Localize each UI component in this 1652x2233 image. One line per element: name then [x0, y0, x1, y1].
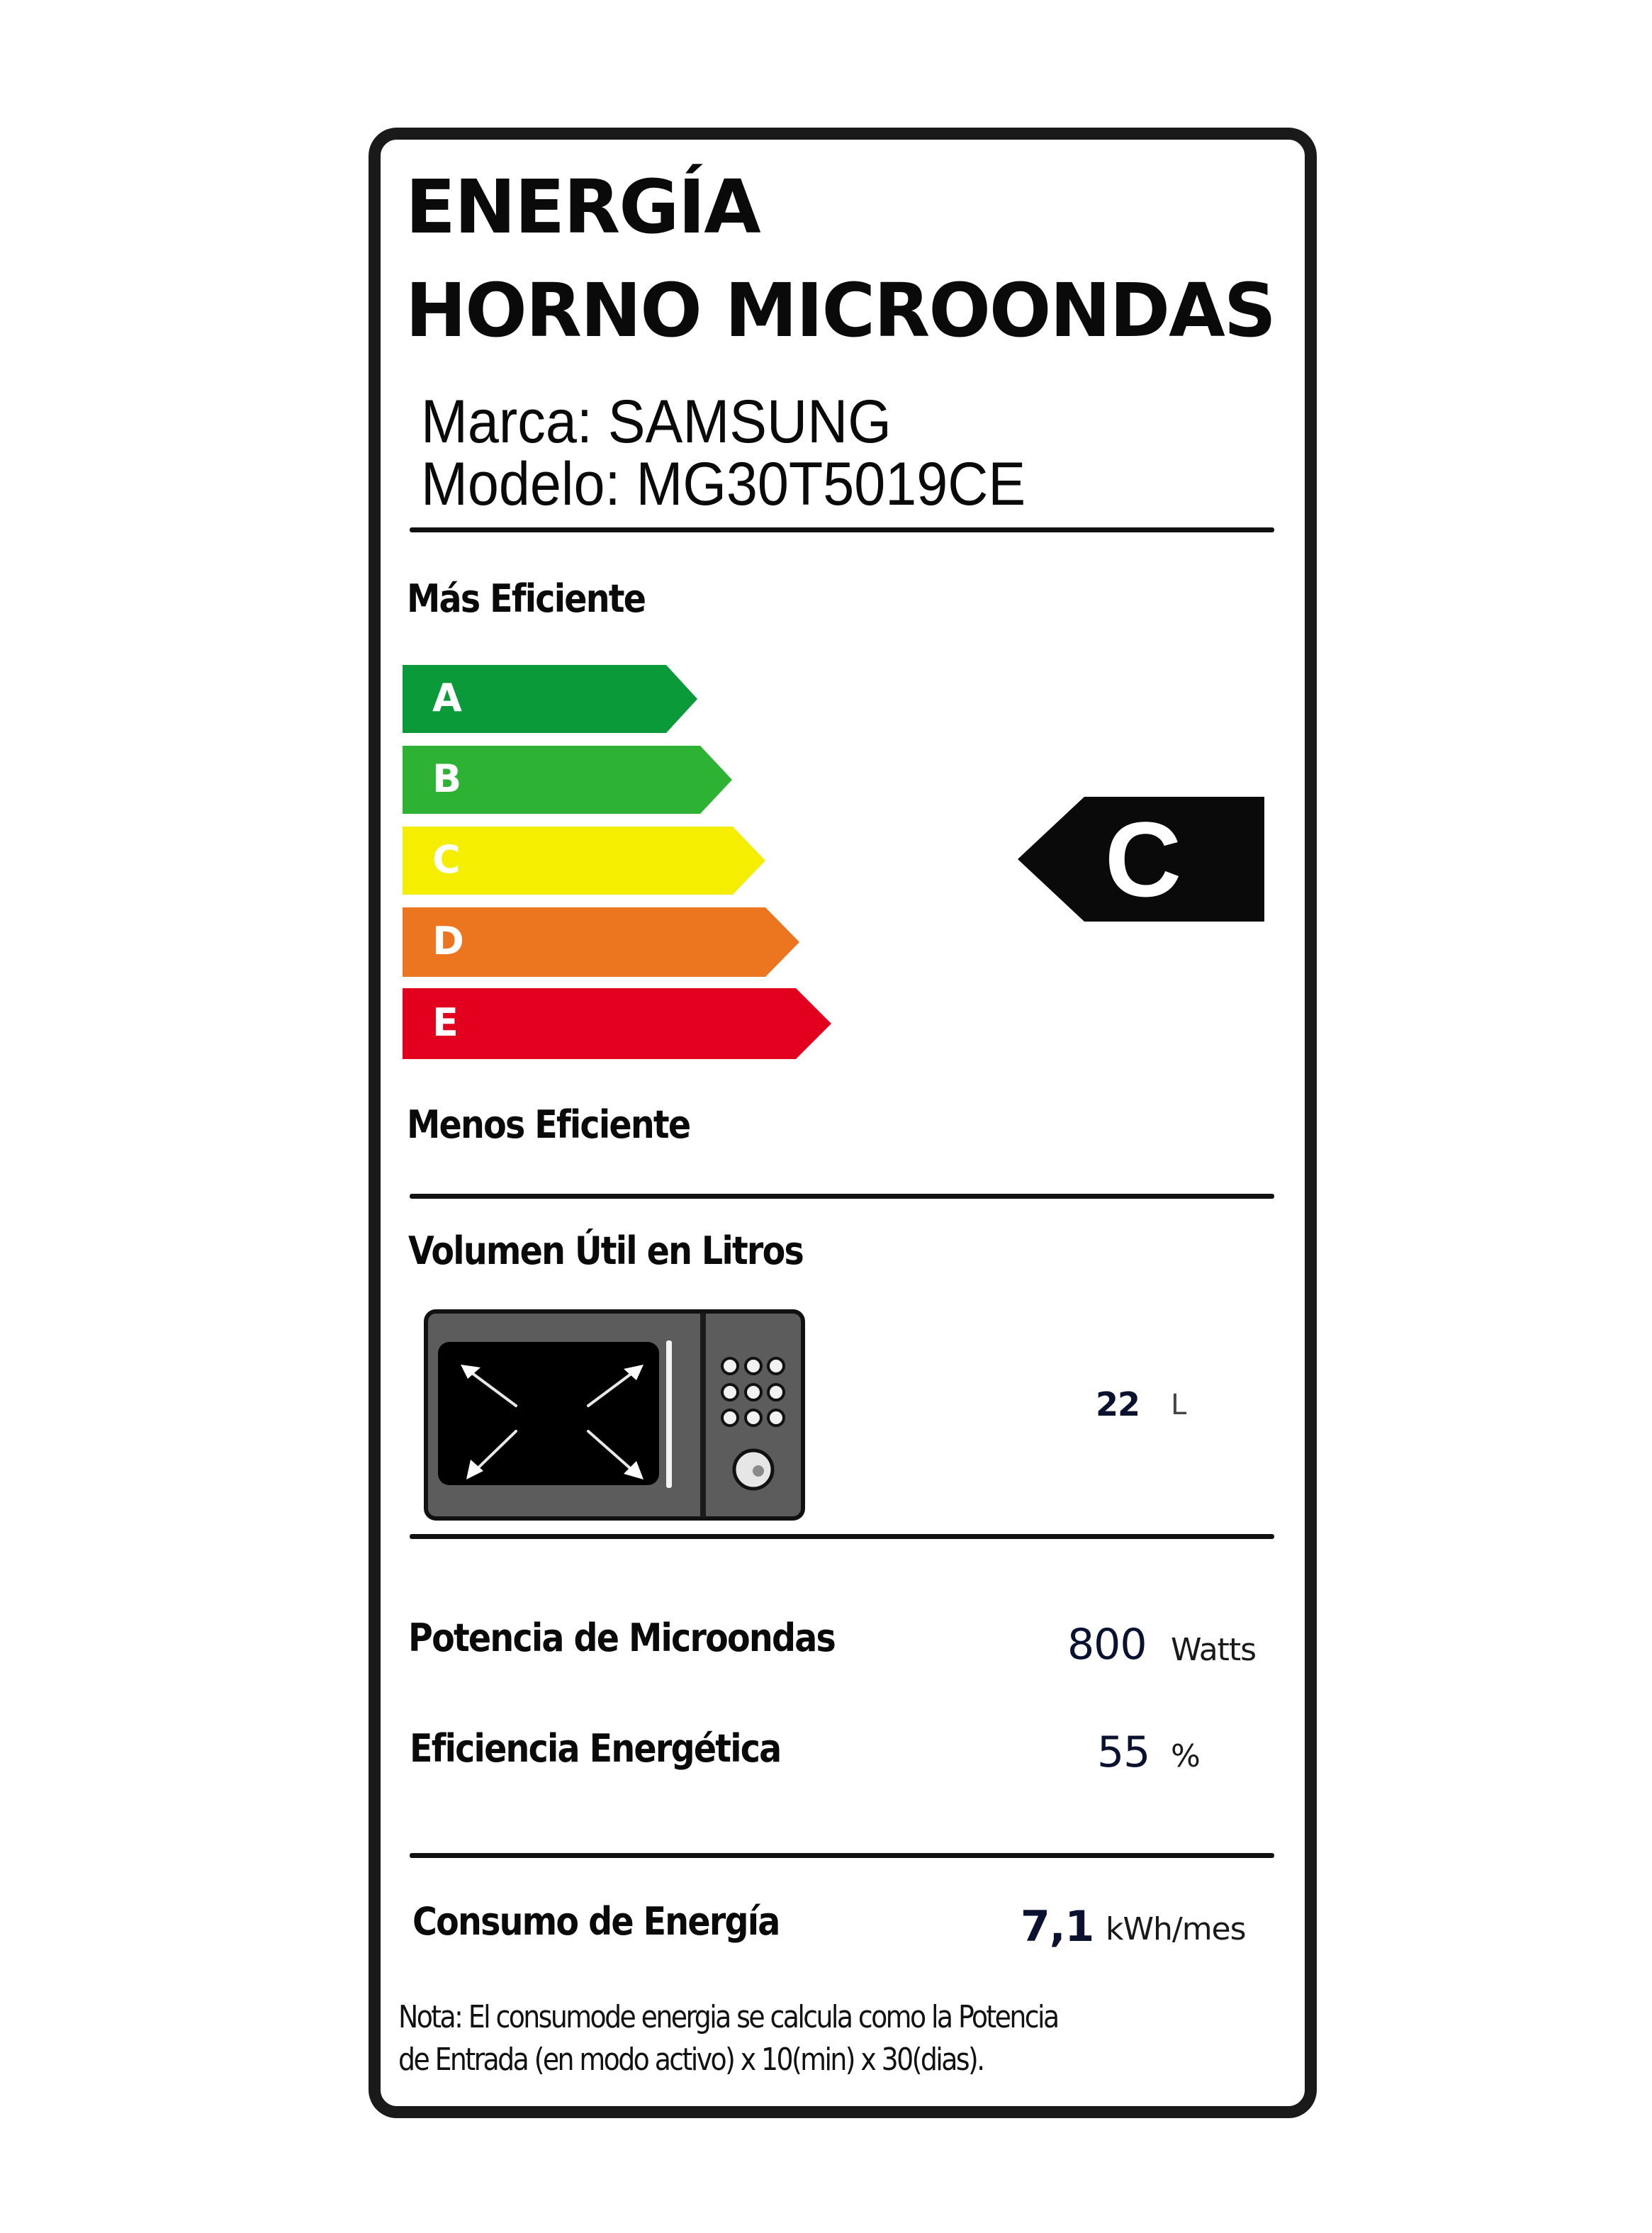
label-title-energy: ENERGÍA — [405, 164, 760, 250]
least-efficient-label: Menos Eficiente — [407, 1102, 690, 1147]
bar-d-letter: D — [432, 918, 464, 963]
efficiency-bar-b — [403, 746, 736, 814]
divider-3 — [410, 1534, 1274, 1539]
microwave-icon — [424, 1309, 805, 1521]
power-value: 800 — [1067, 1620, 1147, 1669]
note-line-1: Nota: El consumode energia se calcula como la Potencia — [398, 1999, 1058, 2035]
efficiency-bar-d — [403, 907, 803, 977]
power-label: Potencia de Microondas — [408, 1616, 836, 1660]
label-title-appliance: HORNO MICROONDAS — [405, 267, 1275, 354]
efficiency-bar-c — [403, 827, 768, 895]
bar-e-shape — [403, 988, 835, 1059]
power-unit: Watts — [1171, 1632, 1257, 1668]
divider-2 — [410, 1194, 1274, 1199]
most-efficient-label: Más Eficiente — [407, 576, 646, 621]
divider-1 — [410, 527, 1274, 532]
rating-indicator — [1018, 797, 1264, 922]
rating-letter: C — [1104, 800, 1182, 919]
efficiency-value: 55 — [1097, 1728, 1150, 1777]
consumption-unit: kWh/mes — [1106, 1911, 1246, 1947]
consumption-label: Consumo de Energía — [412, 1899, 780, 1944]
volume-value: 22 — [1096, 1385, 1140, 1423]
efficiency-unit: % — [1171, 1738, 1200, 1774]
bar-e-letter: E — [432, 1000, 459, 1045]
efficiency-bar-a — [403, 665, 700, 733]
efficiency-label: Eficiencia Energética — [410, 1726, 781, 1771]
brand-text: Marca: SAMSUNG — [421, 388, 892, 456]
volume-label: Volumen Útil en Litros — [408, 1229, 804, 1273]
consumption-value: 7,1 — [1021, 1902, 1094, 1952]
note-line-2: de Entrada (en modo activo) x 10(min) x 30(dias). — [398, 2042, 984, 2078]
bar-a-letter: A — [432, 675, 462, 720]
bar-b-letter: B — [432, 756, 462, 801]
bar-c-letter: C — [432, 836, 461, 882]
efficiency-bar-e — [403, 988, 835, 1059]
volume-unit: L — [1171, 1389, 1186, 1421]
model-text: Modelo: MG30T5019CE — [421, 450, 1026, 518]
divider-4 — [410, 1853, 1274, 1858]
